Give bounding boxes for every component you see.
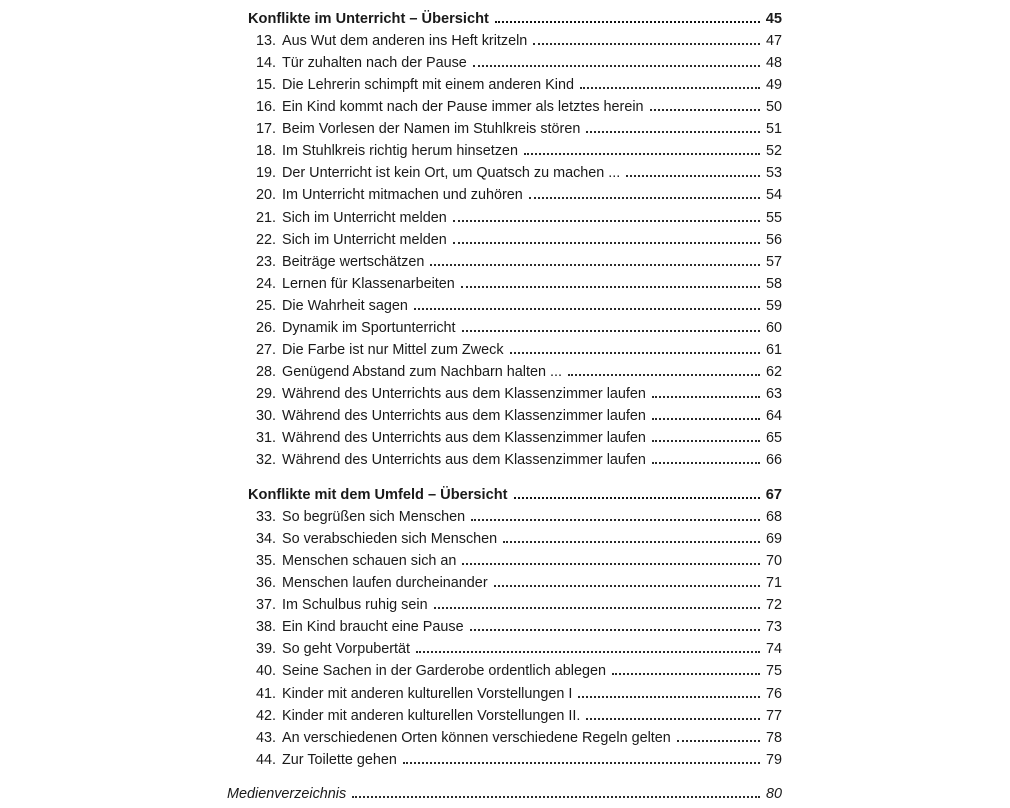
entry-page: 47 xyxy=(765,33,782,50)
entry-page: 78 xyxy=(765,729,782,746)
entry-number: 17. xyxy=(255,121,276,138)
entry-page: 69 xyxy=(765,531,782,548)
entry-title: Beim Vorlesen der Namen im Stuhlkreis stören xyxy=(282,121,581,138)
toc-entry[interactable] xyxy=(248,115,782,137)
leader-dots xyxy=(578,695,760,698)
leader-dots xyxy=(453,219,760,222)
toc-entry[interactable] xyxy=(248,424,782,446)
leader-dots xyxy=(494,584,760,587)
toc-entry[interactable] xyxy=(248,525,782,547)
entry-page: 59 xyxy=(765,297,782,314)
entry-number: 21. xyxy=(255,209,276,226)
entry-number: 37. xyxy=(255,597,276,614)
toc-entry[interactable] xyxy=(248,702,782,724)
entry-number: 38. xyxy=(255,619,276,636)
toc-entry[interactable] xyxy=(248,27,782,49)
entry-number: 23. xyxy=(255,253,276,270)
entry-page: 77 xyxy=(765,707,782,724)
toc-entry[interactable] xyxy=(248,680,782,702)
leader-dots xyxy=(414,307,760,310)
entry-number: 16. xyxy=(255,99,276,116)
leader-dots xyxy=(533,42,760,45)
entry-title: So geht Vorpubertät xyxy=(282,641,411,658)
leader-dots xyxy=(503,540,760,543)
entry-title: Sich im Unterricht melden xyxy=(282,231,447,248)
entry-title: Menschen schauen sich an xyxy=(282,553,457,570)
entry-page: 79 xyxy=(765,751,782,768)
entry-number: 35. xyxy=(255,553,276,570)
entry-number: 13. xyxy=(255,33,276,50)
entry-title: Aus Wut dem anderen ins Heft kritzeln xyxy=(282,33,528,50)
entry-title: Kinder mit anderen kulturellen Vorstellungen I xyxy=(282,685,573,702)
entry-number: 42. xyxy=(255,707,276,724)
entry-number: 18. xyxy=(255,143,276,160)
toc-entry[interactable] xyxy=(248,336,782,358)
toc-entry[interactable] xyxy=(248,270,782,292)
section-heading-title: Konflikte im Unterricht – Übersicht xyxy=(248,11,489,27)
leader-dots xyxy=(434,606,760,609)
entry-title: Ein Kind kommt nach der Pause immer als letztes herein xyxy=(282,99,644,116)
entry-page: 53 xyxy=(765,165,782,182)
entry-title: Dynamik im Sportunterricht xyxy=(282,319,456,336)
entry-page: 51 xyxy=(765,121,782,138)
entry-number: 26. xyxy=(255,319,276,336)
toc-entry[interactable] xyxy=(248,446,782,468)
toc-entry[interactable] xyxy=(248,402,782,424)
leader-dots xyxy=(471,518,760,521)
entry-number: 15. xyxy=(255,77,276,94)
entry-page: 66 xyxy=(765,452,782,468)
toc-section-heading[interactable] xyxy=(248,481,782,503)
leader-dots xyxy=(612,672,760,675)
media-index-title: Medienverzeichnis xyxy=(227,786,347,802)
entry-title: Seine Sachen in der Garderobe ordentlich ablegen xyxy=(282,663,607,680)
entry-page: 50 xyxy=(765,99,782,116)
leader-dots xyxy=(462,562,760,565)
entry-page: 74 xyxy=(765,641,782,658)
entry-page: 55 xyxy=(765,209,782,226)
entry-title: Die Farbe ist nur Mittel zum Zweck xyxy=(282,341,504,358)
leader-dots xyxy=(529,196,760,199)
leader-dots xyxy=(652,461,760,464)
toc-entry[interactable] xyxy=(248,724,782,746)
entry-page: 62 xyxy=(765,363,782,380)
toc-entry[interactable] xyxy=(248,181,782,203)
leader-dots xyxy=(430,263,760,266)
entry-title: Menschen laufen durcheinander xyxy=(282,575,488,592)
entry-page: 64 xyxy=(765,407,782,424)
entry-page: 56 xyxy=(765,231,782,248)
entry-page: 48 xyxy=(765,55,782,72)
leader-dots xyxy=(580,86,760,89)
toc-entry[interactable] xyxy=(248,226,782,248)
entry-page: 65 xyxy=(765,429,782,446)
entry-title: Die Lehrerin schimpft mit einem anderen Kind xyxy=(282,77,574,94)
toc-entry[interactable] xyxy=(248,547,782,569)
leader-dots xyxy=(470,628,760,631)
toc-entry[interactable] xyxy=(248,591,782,613)
leader-dots xyxy=(403,761,760,764)
entry-number: 43. xyxy=(255,729,276,746)
leader-dots xyxy=(524,152,760,155)
toc-entry[interactable] xyxy=(248,569,782,591)
entry-page: 73 xyxy=(765,619,782,636)
toc-entry[interactable] xyxy=(248,159,782,181)
entry-title: Der Unterricht ist kein Ort, um Quatsch zu machen ... xyxy=(282,165,621,182)
leader-dots xyxy=(652,439,760,442)
leader-dots xyxy=(510,351,760,354)
leader-dots xyxy=(495,20,760,23)
entry-title: Genügend Abstand zum Nachbarn halten ... xyxy=(282,363,563,380)
toc-entry[interactable] xyxy=(248,292,782,314)
leader-dots xyxy=(352,795,760,798)
leader-dots xyxy=(626,174,760,177)
toc-entry[interactable] xyxy=(248,746,782,768)
leader-dots xyxy=(586,717,760,720)
entry-page: 76 xyxy=(765,685,782,702)
leader-dots xyxy=(514,496,760,499)
entry-title: Im Schulbus ruhig sein xyxy=(282,597,428,614)
entry-number: 25. xyxy=(255,297,276,314)
entry-number: 20. xyxy=(255,187,276,204)
entry-title: Kinder mit anderen kulturellen Vorstellungen II. xyxy=(282,707,581,724)
media-index-page: 80 xyxy=(765,786,782,802)
entry-number: 24. xyxy=(255,275,276,292)
leader-dots xyxy=(416,650,760,653)
leader-dots xyxy=(461,285,760,288)
leader-dots xyxy=(652,417,760,420)
entry-title: Während des Unterrichts aus dem Klassenzimmer laufen xyxy=(282,407,646,424)
toc-media-index[interactable] xyxy=(227,780,782,802)
entry-number: 30. xyxy=(255,407,276,424)
toc-entry[interactable] xyxy=(248,49,782,71)
entry-title: Während des Unterrichts aus dem Klassenzimmer laufen xyxy=(282,385,646,402)
leader-dots xyxy=(650,108,760,111)
toc-entry[interactable] xyxy=(248,314,782,336)
entry-number: 32. xyxy=(255,452,276,468)
entry-number: 29. xyxy=(255,385,276,402)
entry-title: So verabschieden sich Menschen xyxy=(282,531,498,548)
leader-dots xyxy=(462,329,760,332)
entry-title: Während des Unterrichts aus dem Klassenzimmer laufen xyxy=(282,452,646,468)
leader-dots xyxy=(677,739,760,742)
entry-number: 41. xyxy=(255,685,276,702)
entry-title: Ein Kind braucht eine Pause xyxy=(282,619,464,636)
leader-dots xyxy=(568,373,760,376)
entry-number: 39. xyxy=(255,641,276,658)
entry-number: 33. xyxy=(255,509,276,526)
entry-page: 57 xyxy=(765,253,782,270)
entry-number: 22. xyxy=(255,231,276,248)
entry-title: Lernen für Klassenarbeiten xyxy=(282,275,455,292)
entry-page: 58 xyxy=(765,275,782,292)
entry-page: 63 xyxy=(765,385,782,402)
entry-page: 61 xyxy=(765,341,782,358)
entry-page: 68 xyxy=(765,509,782,526)
entry-title: Die Wahrheit sagen xyxy=(282,297,408,314)
toc-entry[interactable] xyxy=(248,137,782,159)
toc-entry[interactable] xyxy=(248,358,782,380)
leader-dots xyxy=(473,64,760,67)
entry-title: Tür zuhalten nach der Pause xyxy=(282,55,467,72)
toc-entry[interactable] xyxy=(248,248,782,270)
entry-title: Im Stuhlkreis richtig herum hinsetzen xyxy=(282,143,518,160)
entry-page: 75 xyxy=(765,663,782,680)
entry-number: 40. xyxy=(255,663,276,680)
entry-number: 28. xyxy=(255,363,276,380)
toc-entry[interactable] xyxy=(248,204,782,226)
entry-number: 31. xyxy=(255,429,276,446)
entry-page: 54 xyxy=(765,187,782,204)
entry-title: So begrüßen sich Menschen xyxy=(282,509,466,526)
entry-title: Während des Unterrichts aus dem Klassenzimmer laufen xyxy=(282,429,646,446)
section-heading-page: 45 xyxy=(765,11,782,27)
toc-entry[interactable] xyxy=(248,657,782,679)
leader-dots xyxy=(586,130,760,133)
entry-page: 72 xyxy=(765,597,782,614)
leader-dots xyxy=(453,241,760,244)
leader-dots xyxy=(652,395,760,398)
entry-page: 71 xyxy=(765,575,782,592)
section-heading-title: Konflikte mit dem Umfeld – Übersicht xyxy=(248,487,508,503)
toc-section-heading[interactable] xyxy=(248,5,782,27)
entry-page: 60 xyxy=(765,319,782,336)
toc-entry[interactable] xyxy=(248,503,782,525)
entry-title: Im Unterricht mitmachen und zuhören xyxy=(282,187,523,204)
entry-number: 36. xyxy=(255,575,276,592)
entry-title: Zur Toilette gehen xyxy=(282,751,397,768)
entry-title: Sich im Unterricht melden xyxy=(282,209,447,226)
entry-number: 14. xyxy=(255,55,276,72)
toc-entry[interactable] xyxy=(248,71,782,93)
entry-number: 19. xyxy=(255,165,276,182)
entry-page: 70 xyxy=(765,553,782,570)
entry-page: 49 xyxy=(765,77,782,94)
entry-number: 27. xyxy=(255,341,276,358)
entry-title: An verschiedenen Orten können verschiedene Regeln gelten xyxy=(282,729,671,746)
entry-title: Beiträge wertschätzen xyxy=(282,253,425,270)
toc-entry[interactable] xyxy=(248,613,782,635)
toc-entry[interactable] xyxy=(248,635,782,657)
toc-entry[interactable] xyxy=(248,380,782,402)
section-heading-page: 67 xyxy=(765,487,782,503)
toc-entry[interactable] xyxy=(248,93,782,115)
entry-number: 34. xyxy=(255,531,276,548)
entry-page: 52 xyxy=(765,143,782,160)
entry-number: 44. xyxy=(255,751,276,768)
